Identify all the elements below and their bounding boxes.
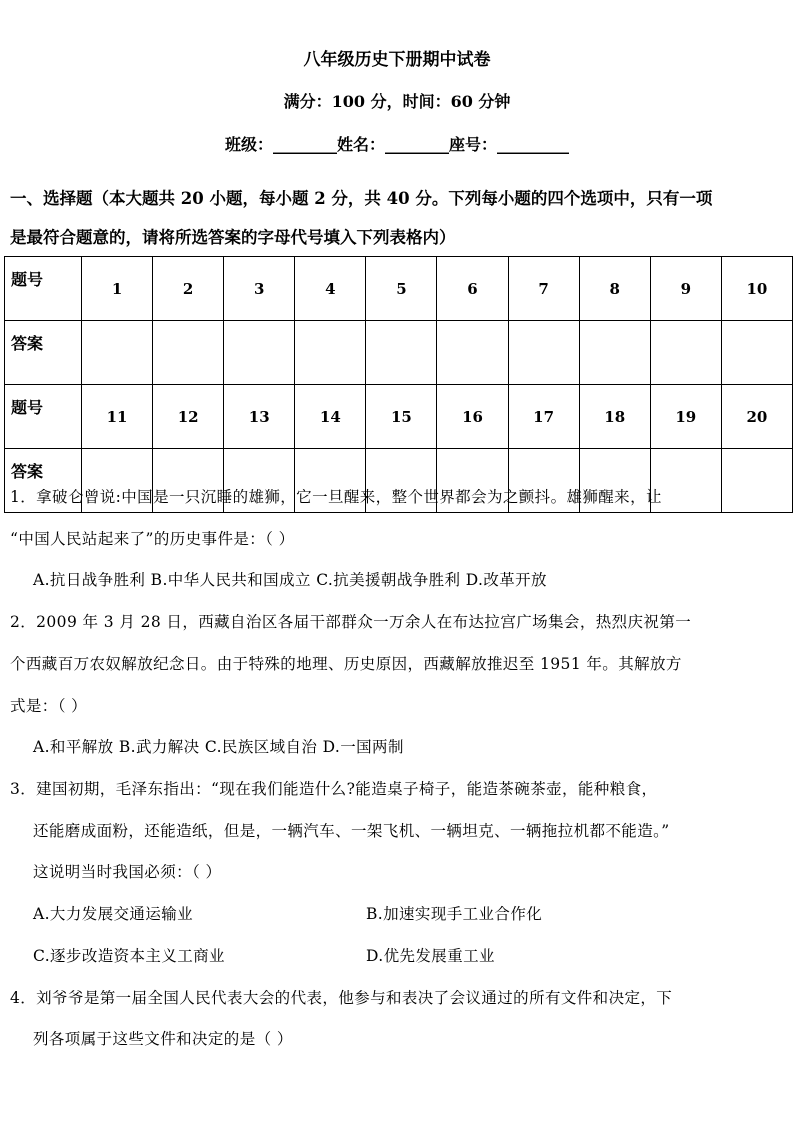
question-number: 15 <box>366 385 437 449</box>
question-number: 4 <box>295 257 366 321</box>
answer-cell[interactable] <box>153 321 224 385</box>
answer-row-1 <box>5 321 793 385</box>
section-heading-line1: 一、选择题（本大题共 20 小题，每小题 2 分，共 40 分。下列每小题的四个选项中，只有一项 <box>10 189 713 208</box>
student-info-line: 班级：________姓名：________座号：_________ <box>224 135 569 154</box>
question-3-option-a: A.大力发展交通运输业 <box>33 905 194 923</box>
question-number: 12 <box>153 385 224 449</box>
section-heading-line2: 是最符合题意的，请将所选答案的字母代号填入下列表格内） <box>10 228 456 247</box>
question-number: 8 <box>579 257 650 321</box>
number-row-1 <box>5 257 793 321</box>
question-1-options: A.抗日战争胜利 B.中华人民共和国成立 C.抗美援朝战争胜利 D.改革开放 <box>33 571 547 589</box>
question-2-text-cont2: 式是：（ ） <box>10 697 88 715</box>
question-2-text: 2．2009 年 3 月 28 日，西藏自治区各届干部群众一万余人在布达拉宫广场集会，热烈庆祝第一 <box>10 613 692 631</box>
question-number: 13 <box>224 385 295 449</box>
answer-cell[interactable] <box>508 321 579 385</box>
number-row-label: 题号 <box>5 385 82 449</box>
question-4-text: 4．刘爷爷是第一届全国人民代表大会的代表，他参与和表决了会议通过的所有文件和决定，下 <box>10 989 673 1007</box>
number-row-2 <box>5 385 793 449</box>
question-number: 10 <box>721 257 792 321</box>
question-number: 16 <box>437 385 508 449</box>
answer-grid <box>4 256 793 513</box>
question-number: 3 <box>224 257 295 321</box>
answer-cell[interactable] <box>295 321 366 385</box>
answer-cell[interactable] <box>366 321 437 385</box>
question-3-text-cont: 还能磨成面粉，还能造纸，但是，一辆汽车、一架飞机、一辆坦克、一辆拖拉机都不能造。” <box>33 822 670 840</box>
answer-cell[interactable] <box>579 321 650 385</box>
question-number: 18 <box>579 385 650 449</box>
exam-title: 八年级历史下册期中试卷 <box>303 50 491 70</box>
question-3-text: 3．建国初期，毛泽东指出：“现在我们能造什么?能造桌子椅子，能造茶碗茶壶，能种粮食， <box>10 780 658 798</box>
question-number: 9 <box>650 257 721 321</box>
question-number: 1 <box>82 257 153 321</box>
question-1-text: 1．拿破仑曾说:中国是一只沉睡的雄狮，它一旦醒来，整个世界都会为之颤抖。雄狮醒来，让 <box>10 488 662 506</box>
answer-row-label: 答案 <box>5 449 82 513</box>
question-number: 2 <box>153 257 224 321</box>
exam-meta: 满分：100 分，时间：60 分钟 <box>283 92 511 111</box>
question-2-options: A.和平解放 B.武力解决 C.民族区域自治 D.一国两制 <box>33 738 404 756</box>
question-number: 19 <box>650 385 721 449</box>
question-3-option-d: D.优先发展重工业 <box>366 947 495 965</box>
question-number: 6 <box>437 257 508 321</box>
question-number: 17 <box>508 385 579 449</box>
question-number: 7 <box>508 257 579 321</box>
question-3-option-b: B.加速实现手工业合作化 <box>366 905 543 923</box>
answer-cell[interactable] <box>224 321 295 385</box>
question-number: 5 <box>366 257 437 321</box>
question-number: 20 <box>721 385 792 449</box>
question-3-option-c: C.逐步改造资本主义工商业 <box>33 947 225 965</box>
answer-cell[interactable] <box>437 321 508 385</box>
answer-cell[interactable] <box>650 321 721 385</box>
answer-cell[interactable] <box>721 321 792 385</box>
answer-cell[interactable] <box>82 321 153 385</box>
number-row-label: 题号 <box>5 257 82 321</box>
answer-row-label: 答案 <box>5 321 82 385</box>
answer-cell[interactable] <box>721 449 792 513</box>
question-number: 14 <box>295 385 366 449</box>
question-2-text-cont: 个西藏百万农奴解放纪念日。由于特殊的地理、历史原因，西藏解放推迟至 1951 年。其解放方 <box>10 655 682 673</box>
question-3-text-cont2: 这说明当时我国必须：（ ） <box>33 863 222 881</box>
question-1-text-cont: “中国人民站起来了”的历史事件是：（ ） <box>10 530 295 548</box>
question-4-text-cont: 列各项属于这些文件和决定的是（ ） <box>33 1030 293 1048</box>
question-number: 11 <box>82 385 153 449</box>
